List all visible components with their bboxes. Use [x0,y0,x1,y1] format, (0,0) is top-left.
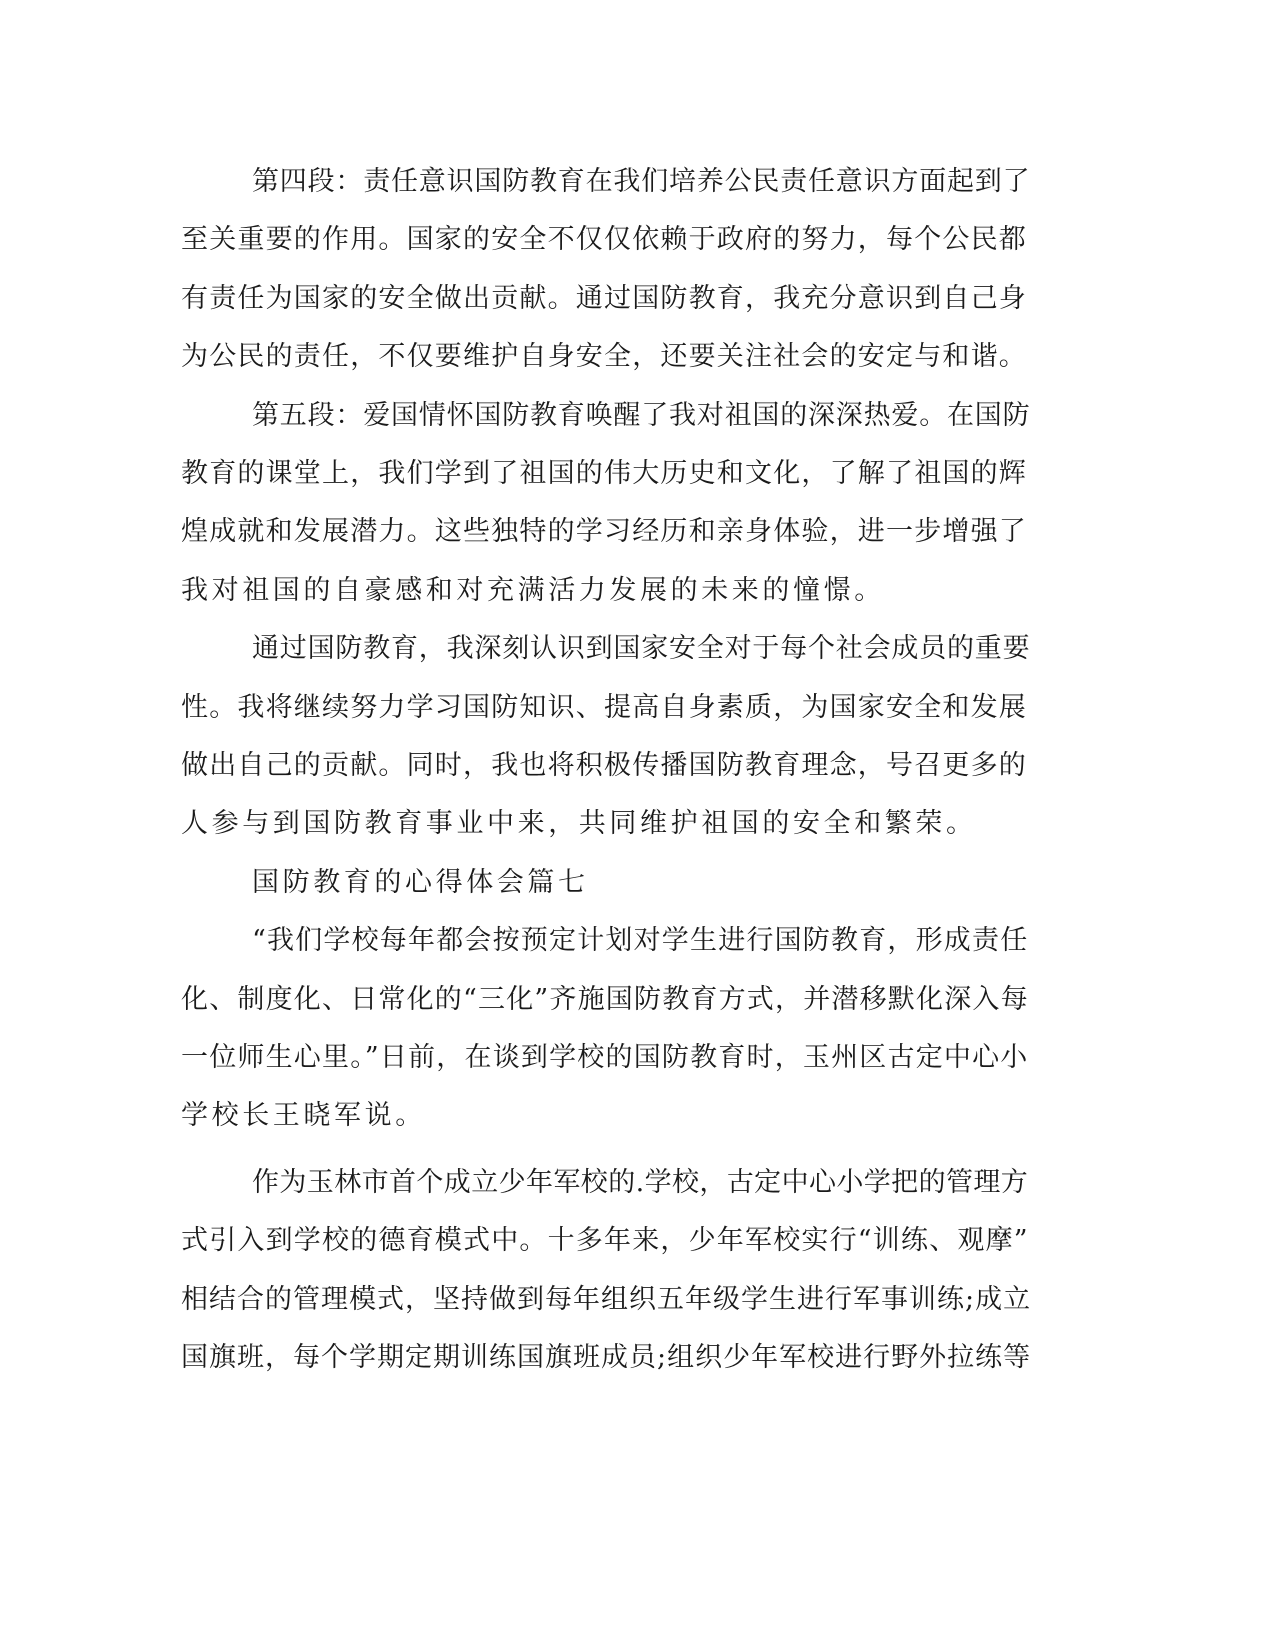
paragraph-5-line-2: 教育的课堂上，我们学到了祖国的伟大历史和文化，了解了祖国的辉 [181,458,1027,489]
paragraph-4-line-2: 至关重要的作用。国家的安全不仅仅依赖于政府的努力，每个公民都 [181,224,1027,255]
school-paragraph-line-4: 国旗班，每个学期定期训练国旗班成员;组织少年军校进行野外拉练等 [181,1342,1032,1373]
conclusion-line-4: 人参与到国防教育事业中来，共同维护祖国的安全和繁荣。 [181,808,977,839]
section-heading: 国防教育的心得体会篇七 [252,867,589,898]
paragraph-4-line-4: 为公民的责任，不仅要维护自身安全，还要关注社会的安定与和谐。 [181,341,1027,372]
paragraph-4-line-3: 有责任为国家的安全做出贡献。通过国防教育，我充分意识到自己身 [181,283,1027,314]
school-paragraph-line-1: 作为玉林市首个成立少年军校的.学校，古定中心小学把的管理方 [252,1167,1029,1198]
quote-line-2: 化、制度化、日常化的“三化”齐施国防教育方式，并潜移默化深入每 [181,984,1029,1015]
quote-line-3: 一位师生心里。”日前，在谈到学校的国防教育时，玉州区古定中心小 [181,1042,1029,1073]
conclusion-line-3: 做出自己的贡献。同时，我也将积极传播国防教育理念，号召更多的 [181,750,1027,781]
paragraph-5-line-3: 煌成就和发展潜力。这些独特的学习经历和亲身体验，进一步增强了 [181,516,1027,547]
conclusion-line-1: 通过国防教育，我深刻认识到国家安全对于每个社会成员的重要 [252,633,1031,664]
paragraph-4-line-1: 第四段：责任意识国防教育在我们培养公民责任意识方面起到了 [252,166,1031,197]
quote-line-4: 学校长王晓军说。 [181,1100,426,1131]
school-paragraph-line-2: 式引入到学校的德育模式中。十多年来，少年军校实行“训练、观摩” [181,1225,1029,1256]
paragraph-5-line-4: 我对祖国的自豪感和对充满活力发展的未来的憧憬。 [181,575,885,606]
paragraph-5-line-1: 第五段：爱国情怀国防教育唤醒了我对祖国的深深热爱。在国防 [252,400,1031,431]
quote-line-1: “我们学校每年都会按预定计划对学生进行国防教育，形成责任 [252,925,1029,956]
school-paragraph-line-3: 相结合的管理模式，坚持做到每年组织五年级学生进行军事训练;成立 [181,1284,1032,1315]
conclusion-line-2: 性。我将继续努力学习国防知识、提高自身素质，为国家安全和发展 [181,692,1027,723]
